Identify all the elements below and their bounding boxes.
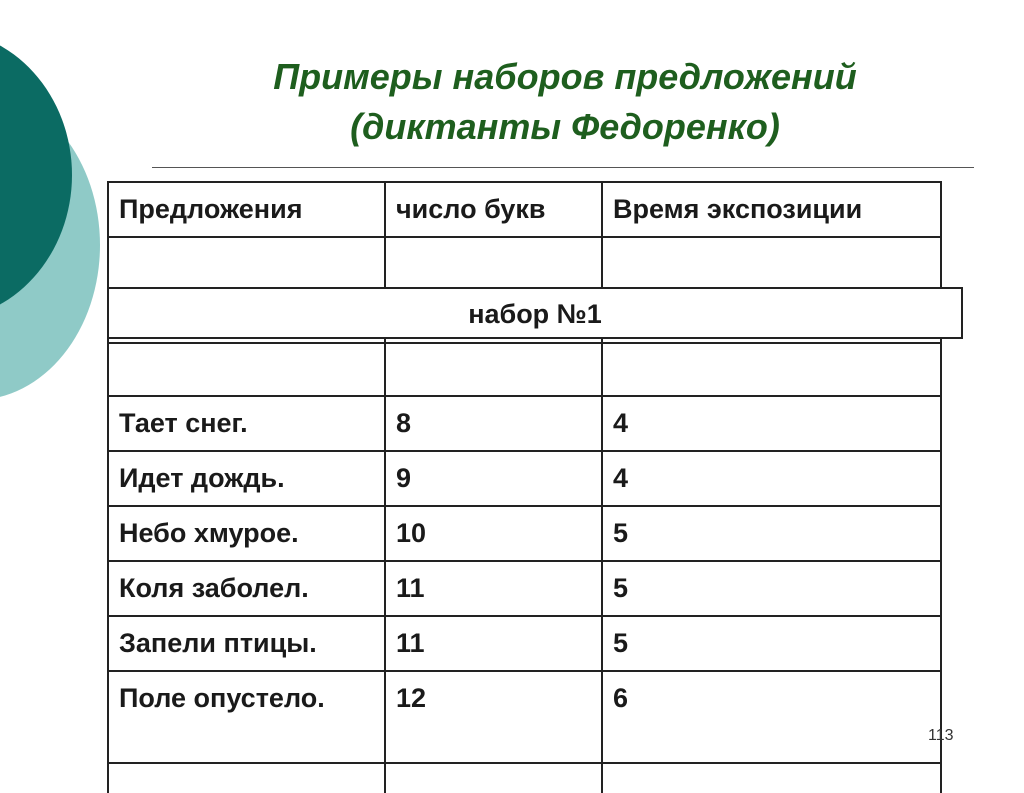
table-row [108,616,941,671]
sentence-cell: Поле опустело. [108,671,385,763]
sentence-cell: Идет дождь. [108,451,385,506]
empty-row [108,237,941,290]
letter-count-cell: 10 [385,506,602,561]
header-sentences: Предложения [108,182,385,237]
sentence-cell: Небо хмурое. [108,506,385,561]
letter-count-cell: 11 [385,561,602,616]
empty-row [108,343,941,396]
table-row-cut-off [108,763,941,793]
exposure-time-cell: 5 [602,616,941,671]
table-row [108,396,941,451]
exposure-time-cell: 4 [602,396,941,451]
exposure-time-cell: 5 [602,561,941,616]
set-label: набор №1 [107,287,963,339]
table-header-row [108,182,941,237]
table-row [108,671,941,763]
title-divider [152,167,974,168]
letter-count-cell: 9 [385,451,602,506]
header-exposure-time: Время экспозиции [602,182,941,237]
letter-count-cell: 11 [385,616,602,671]
exposure-time-cell: 5 [602,506,941,561]
slide-title-line1: Примеры наборов предложений [273,56,857,97]
header-letter-count: число букв [385,182,602,237]
sentence-cell: Запели птицы. [108,616,385,671]
slide-title [150,52,980,152]
letter-count-cell: 8 [385,396,602,451]
exposure-time-cell: 4 [602,451,941,506]
exposure-time-cell: 6 [602,671,941,763]
page-number: 113 [928,727,954,744]
table-row [108,561,941,616]
slide-title-line2: (диктанты Федоренко) [350,106,780,147]
letter-count-cell: 12 [385,671,602,763]
sentence-cell: Тает снег. [108,396,385,451]
table-row [108,451,941,506]
table-row [108,506,941,561]
sentence-cell: Коля заболел. [108,561,385,616]
sentences-table [107,181,942,793]
